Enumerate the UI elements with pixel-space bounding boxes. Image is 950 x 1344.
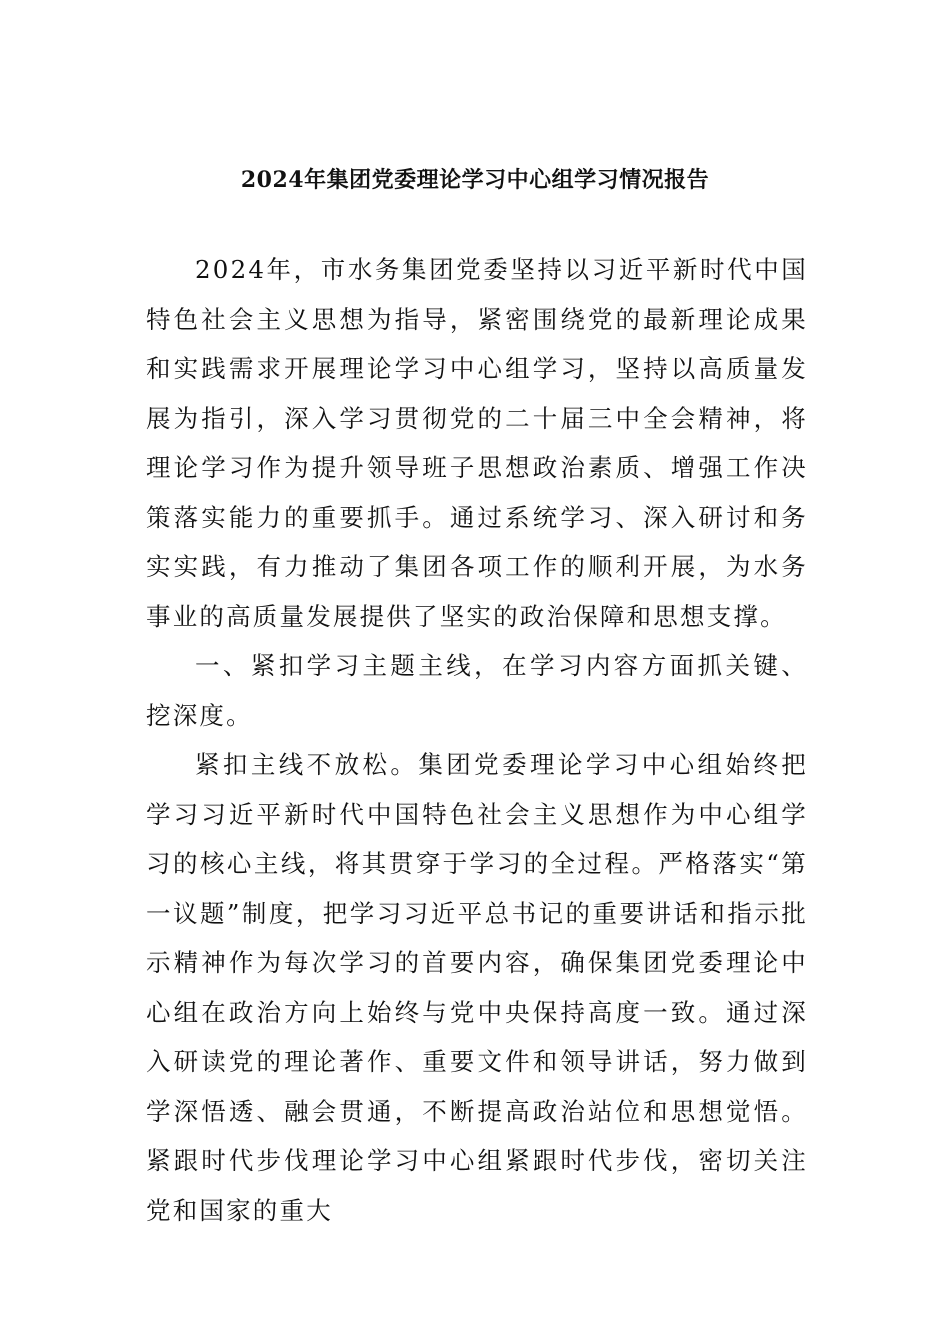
paragraph-section-heading-1: 一、紧扣学习主题主线，在学习内容方面抓关键、挖深度。 <box>146 651 808 730</box>
document-title: 2024年集团党委理论学习中心组学习情况报告 <box>240 167 710 193</box>
paragraph-intro: 2024年，市水务集团党委坚持以习近平新时代中国特色社会主义思想为指导，紧密围绕党的最新理论成果和实践需求开展理论学习中心组学习，坚持以高质量发展为指引，深入学习贯彻党的二十届三中全会精神，将理论学习作为提升领导班子思想政治素质、增强工作决策落实能力的重要抓手。通过系统学习、深入研讨和务实实践，有力推动了集团各项工作的顺利开展，为水务事业的高质量发展提供了坚实的政治保障和思想支撑。 <box>146 255 808 631</box>
paragraph-main-line: 紧扣主线不放松。集团党委理论学习中心组始终把学习习近平新时代中国特色社会主义思想作为中心组学习的核心主线，将其贯穿于学习的全过程。严格落实“第一议题”制度，把学习习近平总书记的重要讲话和指示批示精神作为每次学习的首要内容，确保集团党委理论中心组在政治方向上始终与党中央保持高度一致。通过深入研读党的理论著作、重要文件和领导讲话，努力做到学深悟透、融会贯通，不断提高政治站位和思想觉悟。紧跟时代步伐理论学习中心组紧跟时代步伐，密切关注党和国家的重大 <box>146 750 808 1225</box>
document-body <box>146 245 808 1235</box>
